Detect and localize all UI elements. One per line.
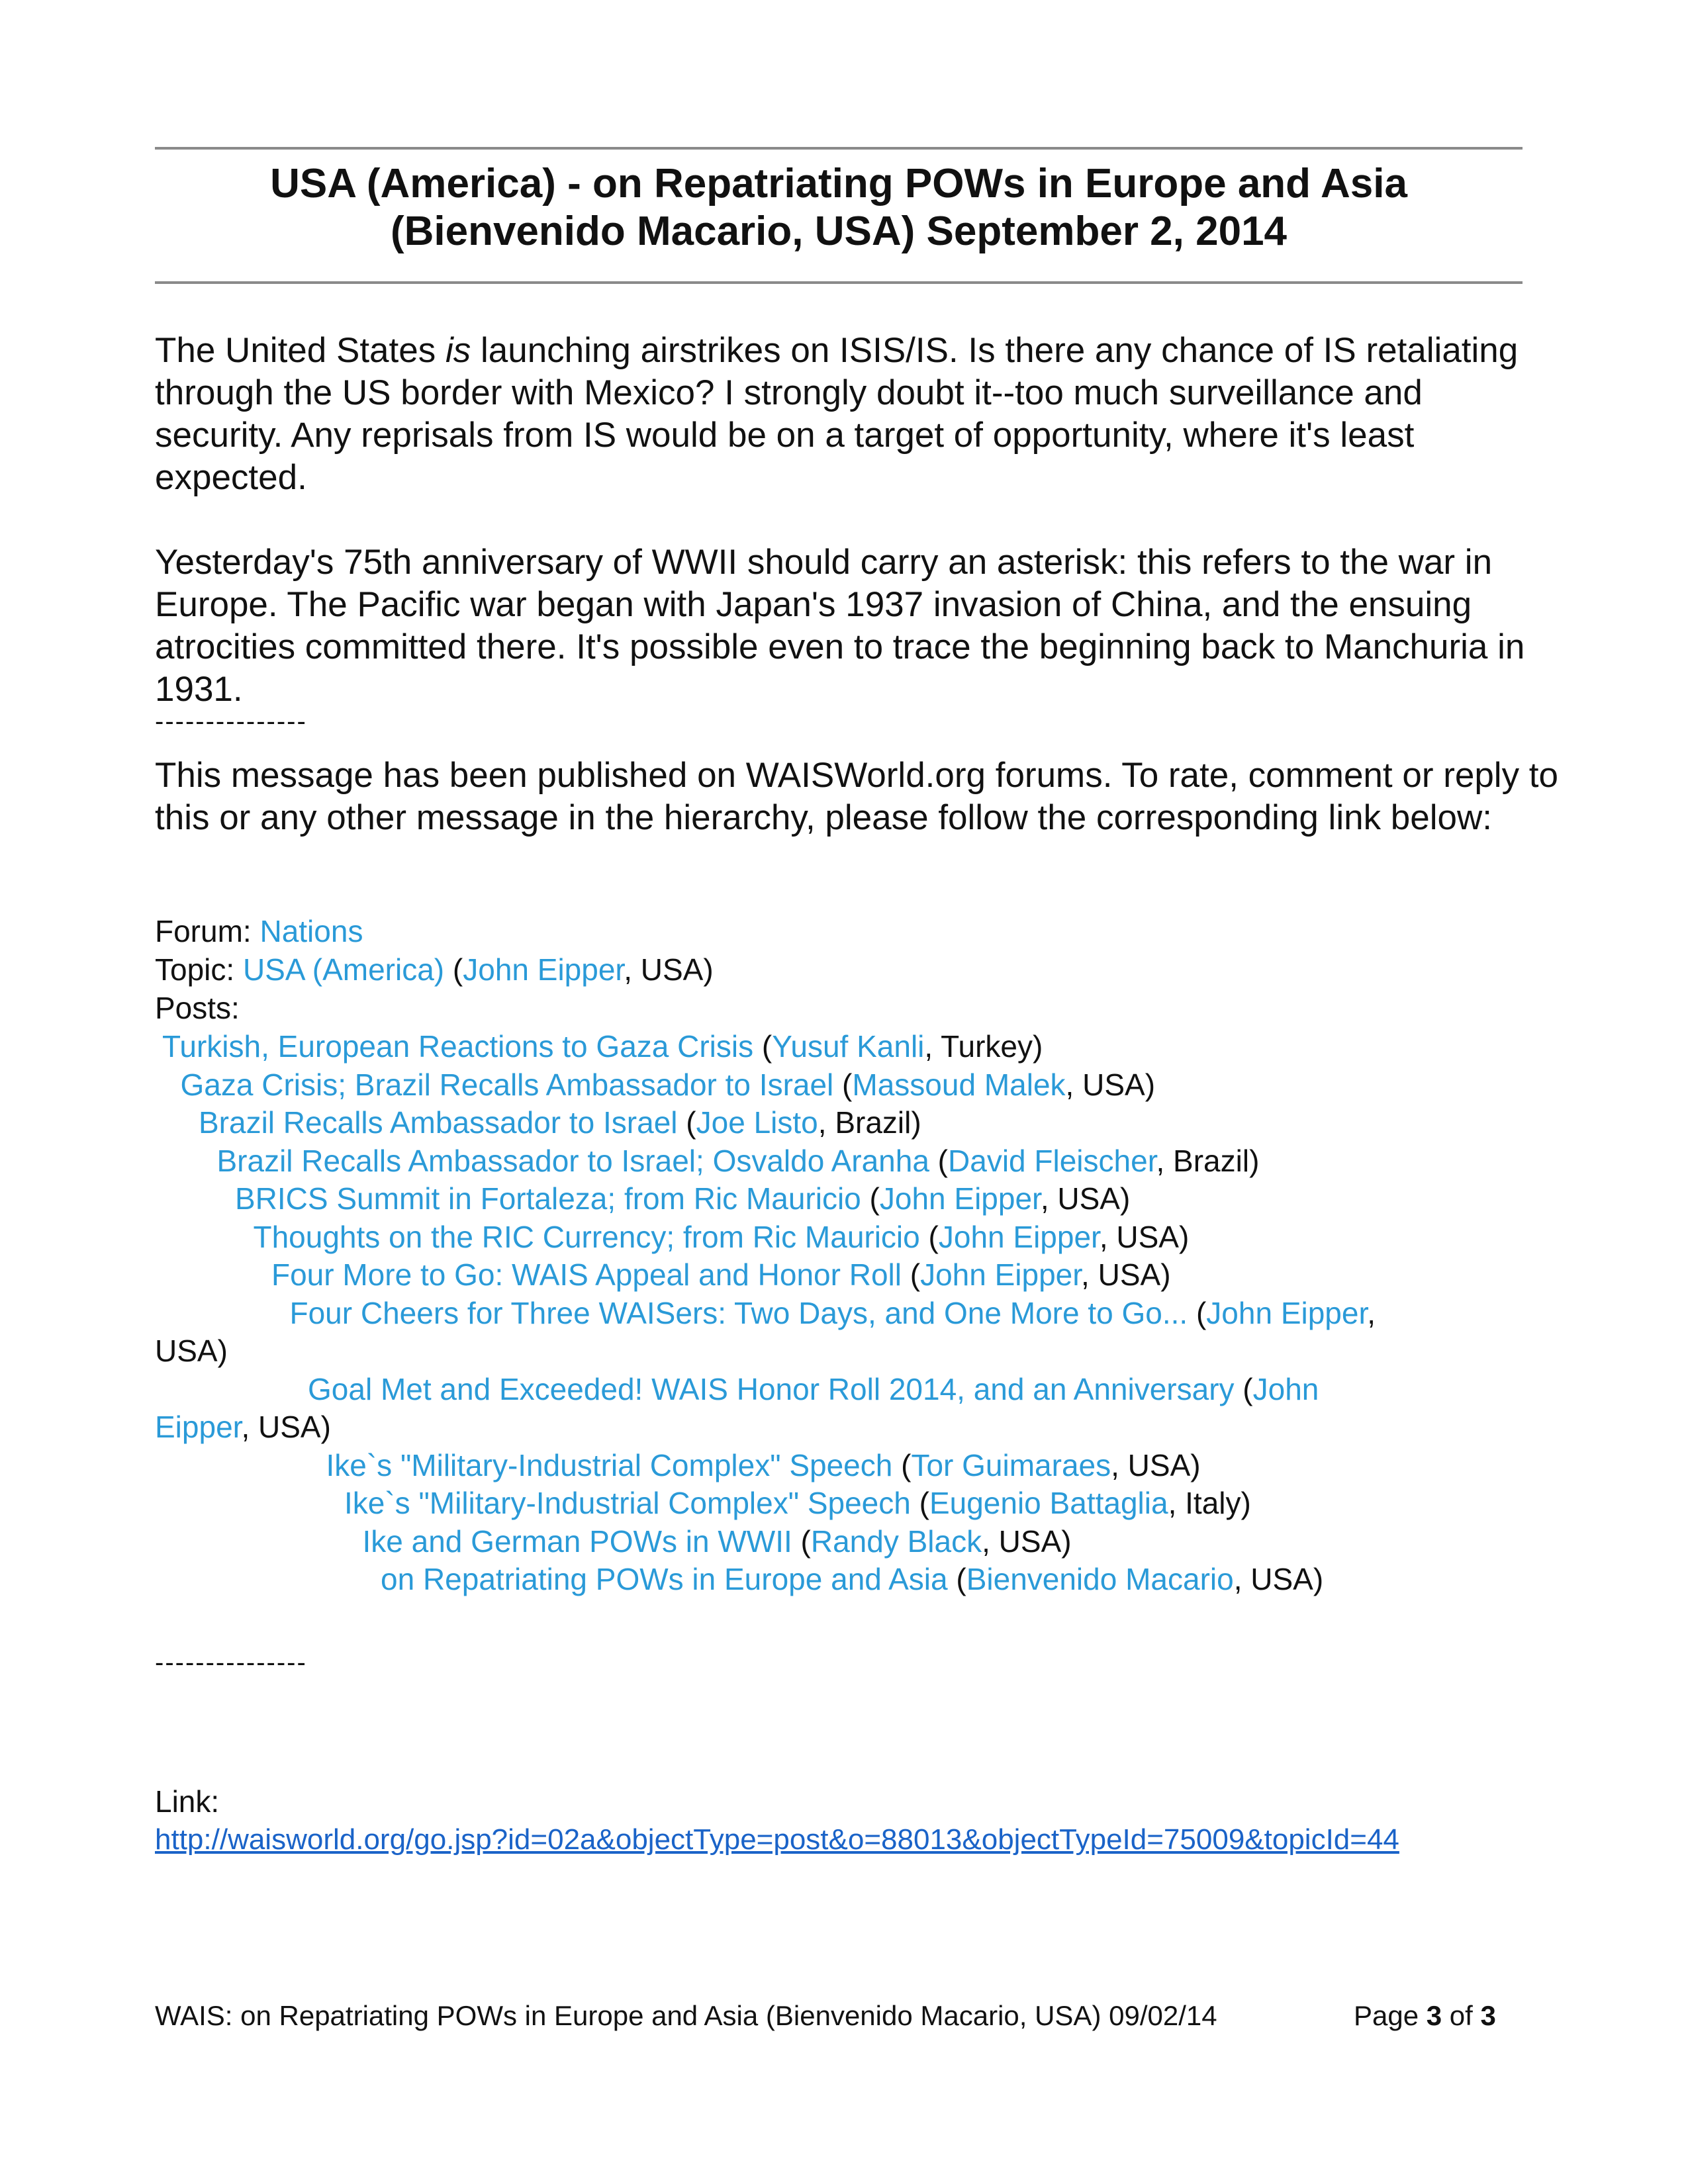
post-punctuation: ( <box>1188 1295 1207 1330</box>
post-title-link[interactable]: Ike and German POWs in WWII <box>362 1524 792 1559</box>
post-title-link[interactable]: Brazil Recalls Ambassador to Israel; Osvaldo Aranha <box>216 1143 929 1178</box>
title-rule-top <box>155 147 1523 150</box>
post-punctuation: , <box>1111 1447 1128 1482</box>
post-title-link[interactable]: Thoughts on the RIC Currency; from Ric Mauricio <box>253 1219 920 1254</box>
post-author-link[interactable]: John Eipper <box>920 1257 1082 1292</box>
post-punctuation: ) <box>1190 1447 1201 1482</box>
post-title-link[interactable]: Four Cheers for Three WAISers: Two Days, and One More to Go... <box>289 1295 1188 1330</box>
page-current: 3 <box>1426 2000 1442 2031</box>
post-punctuation: ) <box>1160 1257 1171 1292</box>
post-punctuation: , <box>1156 1143 1174 1178</box>
post-punctuation: ) <box>217 1334 228 1368</box>
post-punctuation: ) <box>1178 1219 1190 1254</box>
post-punctuation: ( <box>910 1486 929 1520</box>
post-country: USA <box>155 1334 218 1368</box>
post-country: Italy <box>1185 1486 1241 1520</box>
forum-label: Forum: <box>155 914 260 948</box>
post-country: USA <box>1098 1257 1161 1292</box>
publish-note: This message has been published on WAISWorld.org forums. To rate, comment or reply to this or any other message in the hierarchy, please follow the corresponding link below: <box>155 756 1558 837</box>
post-punctuation: , <box>1367 1295 1376 1330</box>
post-punctuation: ( <box>901 1257 921 1292</box>
post-punctuation: , <box>1099 1219 1117 1254</box>
title-rule-bottom <box>155 281 1523 284</box>
post-author-link[interactable]: Tor Guimaraes <box>911 1447 1111 1482</box>
body-paragraph-2: Yesterday's 75th anniversary of WWII should carry an asterisk: this refers to the war in Europe. The Pacific war began with Japan's 1937 invasion of China, and the ensuing atrocities committed there. It's possible even to trace the beginning back to Manchuria in 1931. <box>155 543 1525 709</box>
post-title-link[interactable]: Gaza Crisis; Brazil Recalls Ambassador to Israel <box>180 1067 834 1102</box>
post-punctuation: , <box>1065 1067 1083 1102</box>
post-author-link-continued[interactable]: Eipper <box>155 1410 242 1444</box>
post-country: USA <box>1082 1067 1145 1102</box>
posts-label: Posts: <box>155 991 240 1025</box>
post-punctuation: ( <box>892 1447 912 1482</box>
post-punctuation: , <box>1081 1257 1098 1292</box>
post-punctuation: ) <box>1241 1486 1251 1520</box>
post-item <box>199 1103 921 1142</box>
post-punctuation: ) <box>1313 1562 1324 1596</box>
post-author-link[interactable]: Joe Listo <box>696 1105 818 1140</box>
post-punctuation: ) <box>1145 1067 1156 1102</box>
post-author-link[interactable]: John Eipper <box>879 1181 1041 1216</box>
post-country: USA <box>258 1410 321 1444</box>
post-title-link[interactable]: Turkish, European Reactions to Gaza Crisis <box>162 1029 754 1064</box>
post-author-link[interactable]: Eugenio Battaglia <box>929 1486 1168 1520</box>
body-paragraph-1 <box>155 330 1558 499</box>
post-punctuation: ( <box>947 1562 966 1596</box>
post-punctuation: , <box>241 1410 258 1444</box>
para1-emphasis: is <box>445 331 471 370</box>
post-item <box>254 1218 1190 1256</box>
post-author-link[interactable]: Bienvenido Macario <box>966 1562 1234 1596</box>
post-punctuation: ( <box>919 1219 939 1254</box>
post-item-continued <box>155 1332 228 1370</box>
document-title-line-2: (Bienvenido Macario, USA) September 2, 2014 <box>390 208 1288 254</box>
post-title-link[interactable]: Four More to Go: WAIS Appeal and Honor Roll <box>271 1257 902 1292</box>
topic-author-link[interactable]: John Eipper <box>463 952 624 987</box>
post-item <box>308 1370 1319 1408</box>
para1-text-b: launching airstrikes on ISIS/IS. Is there any chance of IS retaliating through the US border with Mexico? I strongly doubt it--too much surveillance and security. Any reprisals from IS would be on a target of opportunity, where it's least expected. <box>155 331 1519 497</box>
page-footer: WAIS: on Repatriating POWs in Europe and Asia (Bienvenido Macario, USA) 09/02/14 <box>155 2000 1217 2031</box>
link-label: Link: <box>155 1784 220 1819</box>
post-author-link[interactable]: Massoud Malek <box>852 1067 1066 1102</box>
post-punctuation: ( <box>833 1067 853 1102</box>
page-total: 3 <box>1480 2000 1496 2031</box>
post-punctuation: ) <box>911 1105 921 1140</box>
topic-line <box>155 952 714 987</box>
post-country: Turkey <box>941 1029 1033 1064</box>
post-item <box>326 1446 1201 1484</box>
post-punctuation: , <box>982 1524 999 1559</box>
topic-label: Topic: <box>155 952 243 987</box>
post-url-link[interactable]: http://waisworld.org/go.jsp?id=02a&objectType=post&o=88013&objectTypeId=75009&topicId=44 <box>155 1823 1399 1856</box>
post-punctuation: ) <box>1249 1143 1260 1178</box>
post-punctuation: ) <box>320 1410 331 1444</box>
post-punctuation: ) <box>1033 1029 1043 1064</box>
post-title-link[interactable]: Ike`s "Military-Industrial Complex" Speech <box>326 1447 893 1482</box>
post-title-link[interactable]: Brazil Recalls Ambassador to Israel <box>199 1105 678 1140</box>
post-author-link[interactable]: Yusuf Kanli <box>772 1029 925 1064</box>
post-country: USA <box>1127 1447 1191 1482</box>
post-item <box>344 1484 1251 1522</box>
post-country: USA <box>1116 1219 1179 1254</box>
post-punctuation: , <box>1233 1562 1251 1596</box>
separator-dashes-2: --------------- <box>155 1648 307 1677</box>
page-of: of <box>1442 2000 1481 2031</box>
separator-dashes: --------------- <box>155 707 307 736</box>
post-punctuation: ( <box>753 1029 773 1064</box>
post-item <box>363 1522 1072 1561</box>
post-item <box>235 1179 1130 1218</box>
post-item <box>162 1027 1043 1066</box>
post-punctuation: , <box>924 1029 941 1064</box>
forum-link[interactable]: Nations <box>259 914 363 948</box>
post-country: Brazil <box>835 1105 912 1140</box>
post-title-link[interactable]: on Repatriating POWs in Europe and Asia <box>381 1562 948 1596</box>
post-author-link[interactable]: John <box>1252 1371 1319 1406</box>
post-author-link[interactable]: John Eipper <box>1206 1295 1368 1330</box>
post-author-link[interactable]: Randy Black <box>810 1524 982 1559</box>
post-author-link[interactable]: John Eipper <box>938 1219 1100 1254</box>
post-country: Brazil <box>1173 1143 1250 1178</box>
post-item-continued <box>155 1408 331 1446</box>
post-punctuation: ( <box>792 1524 811 1559</box>
post-punctuation: ( <box>1234 1371 1253 1406</box>
document-title-line-1: USA (America) - on Repatriating POWs in Europe and Asia <box>270 161 1407 206</box>
page-label: Page <box>1354 2000 1427 2031</box>
post-punctuation: ) <box>1061 1524 1072 1559</box>
post-country: USA <box>998 1524 1062 1559</box>
post-item <box>271 1255 1171 1294</box>
post-punctuation: ) <box>1120 1181 1131 1216</box>
post-item <box>217 1142 1260 1180</box>
topic-country: , USA) <box>624 952 714 987</box>
topic-link[interactable]: USA (America) <box>242 952 445 987</box>
post-author-link[interactable]: David Fleischer <box>948 1143 1156 1178</box>
post-item <box>181 1066 1156 1104</box>
post-punctuation: ( <box>677 1105 696 1140</box>
forum-line <box>155 913 363 949</box>
post-country: USA <box>1250 1562 1313 1596</box>
post-punctuation: , <box>818 1105 835 1140</box>
post-punctuation: ( <box>929 1143 949 1178</box>
post-country: USA <box>1057 1181 1120 1216</box>
page-number <box>1354 1999 1496 2033</box>
post-title-link[interactable]: BRICS Summit in Fortaleza; from Ric Mauricio <box>235 1181 861 1216</box>
para1-text-a: The United States <box>155 331 445 370</box>
post-punctuation: , <box>1168 1486 1186 1520</box>
post-punctuation: ( <box>861 1181 880 1216</box>
post-item <box>290 1294 1376 1332</box>
post-punctuation: , <box>1040 1181 1058 1216</box>
post-title-link[interactable]: Ike`s "Military-Industrial Complex" Speech <box>344 1486 911 1520</box>
post-title-link[interactable]: Goal Met and Exceeded! WAIS Honor Roll 2014, and an Anniversary <box>308 1371 1235 1406</box>
topic-paren: ( <box>444 952 463 987</box>
post-item <box>381 1560 1323 1598</box>
